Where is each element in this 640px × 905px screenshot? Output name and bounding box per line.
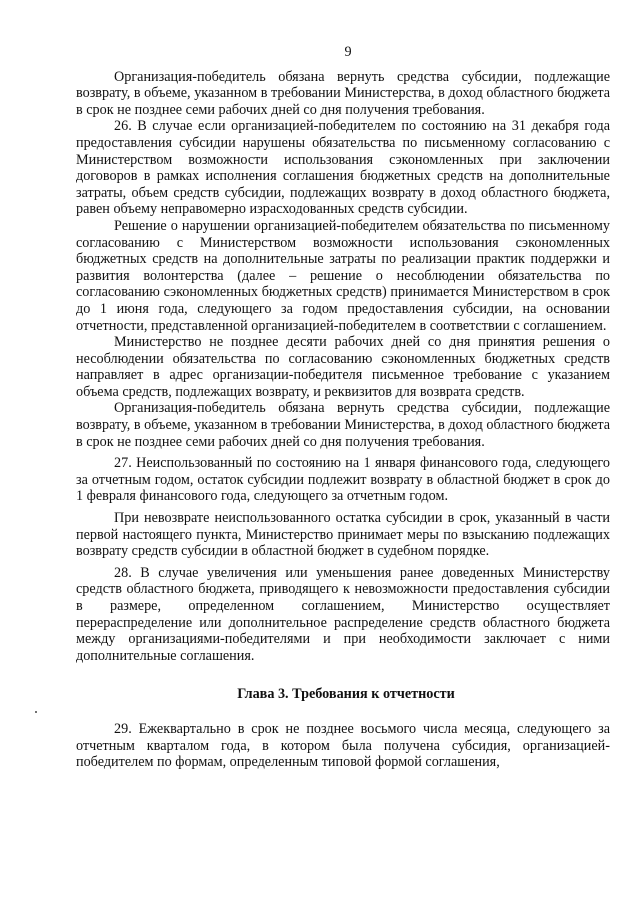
paragraph-non-return: При невозврате неиспользованного остатка субсидии в срок, указанный в части первой настоящего пункта, Министерство принимает меры по взысканию подлежащих возврату средств субсидии в областной бюджет в судебном порядке. [76, 510, 610, 560]
paragraph-item-28: 28. В случае увеличения или уменьшения ранее доведенных Министерству средств областного бюджета, приводящего к невозможности предоставления субсидии в размере, определенном соглашением, Министерство осуществляет перераспределение или дополнительное распределение средств областного бюджета между организациями-победителями и при необходимости заключает с ними дополнительные соглашения. [76, 564, 610, 664]
paragraph-ministry-demand: Министерство не позднее десяти рабочих дней со дня принятия решения о несоблюдении обязательства по согласованию сэкономленных бюджетных средств направляет в адрес организации-победителя письменное требование с указанием объема средств, подлежащих возврату, и реквизитов для возврата средств. [76, 334, 610, 400]
paragraph-item-26: 26. В случае если организацией-победителем по состоянию на 31 декабря года предоставления субсидии нарушены обязательства по письменному согласованию с Министерством возможности использования сэкономленных при заключении договоров в рамках исполнения соглашения бюджетных средств на дополнительные затраты, объем средств субсидии, подлежащих возврату в доход областного бюджета, равен объему неправомерно израсходованных средств субсидии. [76, 118, 610, 218]
paragraph-violation-decision: Решение о нарушении организацией-победителем обязательства по письменному согласованию с Министерством возможности использования сэкономленных бюджетных средств на дополнительные затраты по реализации практик поддержки и развития волонтерства (далее – решение о несоблюдении обязательства по согласованию сэкономленных бюджетных средств) принимается Министерством в срок до 1 июня года, следующего за годом предоставления субсидии, на основании отчетности, представленной организацией-победителем в соответствии с соглашением. [76, 217, 610, 334]
paragraph-item-27: 27. Неиспользованный по состоянию на 1 января финансового года, следующего за отчетным годом, остаток субсидии подлежит возврату в областной бюджет в срок до 1 февраля финансового года, следующего за отчетным годом. [76, 455, 610, 505]
paragraph-item-29: 29. Ежеквартально в срок не позднее восьмого числа месяца, следующего за отчетным кварталом года, в котором была получена субсидия, организацией-победителем по формам, определенным типовой формой соглашения, [76, 720, 610, 771]
scan-speck [35, 711, 37, 713]
paragraph-return-obligation-2: Организация-победитель обязана вернуть средства субсидии, подлежащие возврату, в объеме, указанном в требовании Министерства, в доход областного бюджета в срок не позднее семи рабочих дней со дня получения требования. [76, 400, 610, 450]
page-number: 9 [344, 44, 352, 60]
chapter-heading: Глава 3. Требования к отчетности [237, 686, 455, 703]
paragraph-return-obligation: Организация-победитель обязана вернуть средства субсидии, подлежащие возврату, в объеме, указанном в требовании Министерства, в доход областного бюджета в срок не позднее семи рабочих дней со дня получения требования. [76, 68, 610, 118]
